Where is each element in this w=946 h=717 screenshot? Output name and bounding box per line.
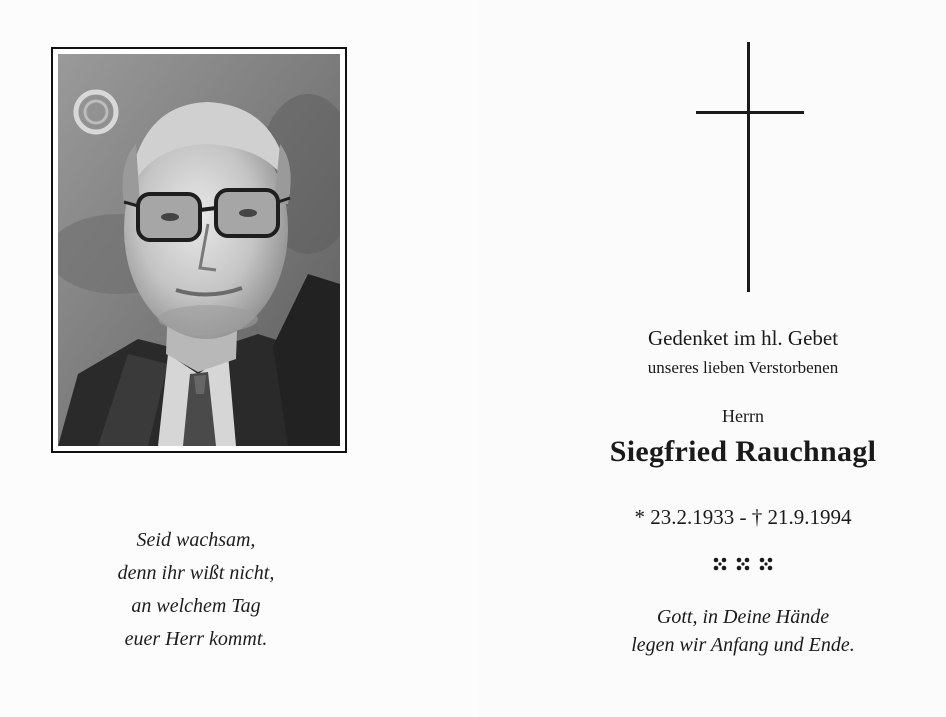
- deceased-name: Siegfried Rauchnagl: [609, 435, 877, 468]
- motto-line: Gott, in Deine Hände: [656, 606, 830, 628]
- diamond-dots-ornament-icon: [708, 553, 778, 575]
- cross-icon: [696, 42, 804, 292]
- life-dates: * 23.2.1933 - † 21.9.1994: [634, 505, 852, 529]
- portrait-photo: [58, 54, 340, 446]
- salutation: Herrn: [722, 406, 764, 426]
- verse-line: denn ihr wißt nicht,: [117, 562, 275, 584]
- verse-line: euer Herr kommt.: [124, 628, 268, 650]
- verse-line: Seid wachsam,: [136, 529, 256, 551]
- memorial-heading: Gedenket im hl. Gebet: [647, 326, 839, 350]
- motto-line: legen wir Anfang und Ende.: [631, 634, 855, 656]
- ornament-divider: [548, 553, 938, 577]
- portrait-image-icon: [58, 54, 340, 446]
- portrait-photo-frame: [51, 47, 347, 453]
- memorial-subheading: unseres lieben Verstorbenen: [647, 358, 839, 377]
- bible-verse: [40, 524, 352, 656]
- verse-line: an welchem Tag: [131, 595, 261, 617]
- closing-motto: [548, 603, 938, 659]
